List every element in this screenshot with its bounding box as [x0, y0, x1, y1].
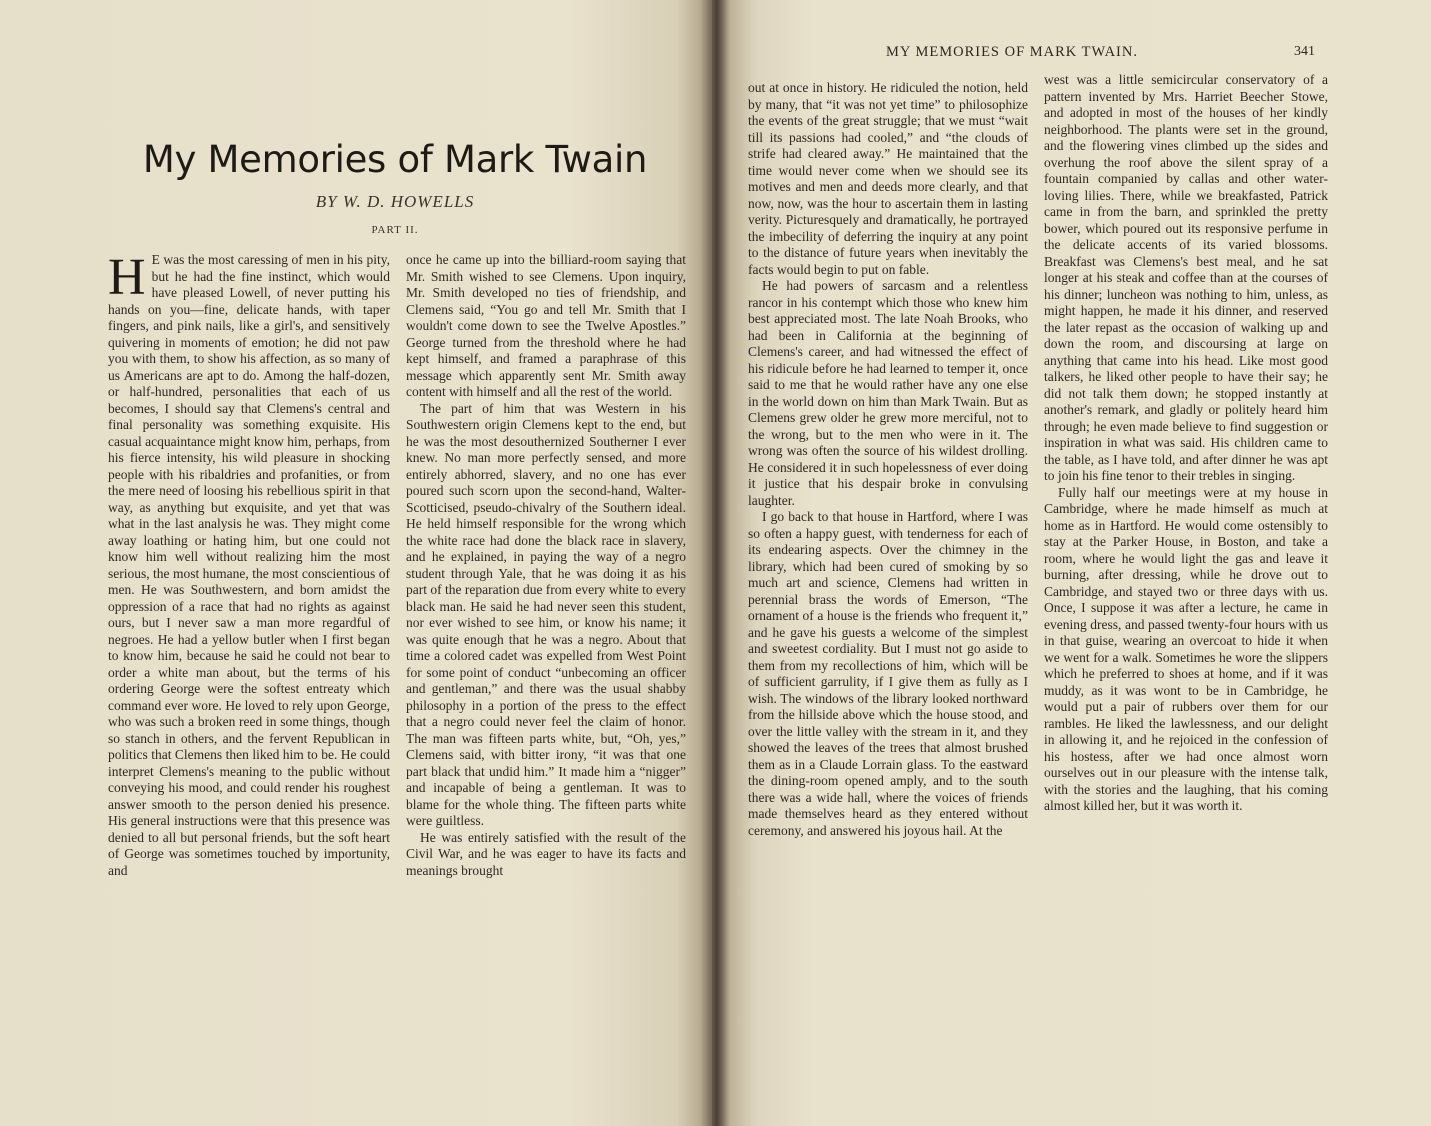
right-page	[712, 0, 1431, 1126]
right-column-1	[748, 80, 1028, 839]
left-column-1	[108, 249, 390, 879]
drop-cap: H	[108, 249, 146, 306]
article-title: My Memories of Mark Twain	[142, 138, 648, 181]
paragraph: He was entirely satisfied with the result of the Civil War, and he was eager to have its facts and meanings brought	[406, 829, 686, 878]
paragraph: once he came up into the billiard-room saying that Mr. Smith wished to see Clemens. Upon inquiry, Mr. Smith developed no ties of friendship, and Clemens said, “You go and tell Mr. Smith that I wouldn't come down to see the Twelve Apostles.” George turned from the threshold where he had kept himself, and framed a paraphrase of this message which apparently sent Mr. Smith away content with himself and all the rest of the world.	[406, 252, 686, 399]
page-number: 341	[1294, 44, 1315, 59]
paragraph: west was a little semicircular conservatory of a pattern invented by Mrs. Harriet Beecher Stowe, and adopted in most of the houses of her kindly neighborhood. The plants were set in the ground, and the flowering vines climbed up the sides and overhung the roof above the silent spray of a fountain companied by callas and other water-loving lilies. There, while we breakfasted, Patrick came in from the barn, and sprinkled the pretty bower, which poured out its responsive perfume in the delicate accents of its varied blossoms. Breakfast was Clemens's best meal, and he sat longer at his steak and coffee than at the courses of his dinner; luncheon was nothing to him, unless, as might happen, he made it his dinner, and reserved the later repast as the occasion of walking up and down the room, and discoursing at large on anything that came into his head. Like most good talkers, he liked other people to have their say; he did not talk them down; he stopped instantly at another's remark, and gladly or politely heard him through; he even made believe to find suggestion or inspiration in what was said. His children came to the table, as I have told, and after dinner he was apt to join his fine tenor to their trebles in singing.	[1044, 72, 1328, 483]
paragraph: Fully half our meetings were at my house in Cambridge, where he made himself as much at home as in Hartford. He would come ostensibly to stay at the Parker House, in Boston, and take a room, where he would light the gas and leave it burning, after dressing, while he drove out to Cambridge, and stayed two or three days with us. Once, I suppose it was after a lecture, he came in evening dress, and passed twenty-four hours with us in that guise, wearing an overcoat to hide it when we went for a walk. Sometimes he wore the slippers which he preferred to shoes at home, and if it was muddy, as it was wont to be in Cambridge, he would put a pair of rubbers over them for our rambles. He liked the lawlessness, and our delight in allowing it, and he rejoiced in the confession of his hostess, after we had once almost worn ourselves out in our pleasure with the intense talk, with the stories and the laughing, that his coming almost killed her, but it was worth it.	[1044, 484, 1328, 813]
book-gutter	[700, 0, 730, 1126]
paragraph: out at once in history. He ridiculed the notion, held by many, that “it was not yet time” to philosophize the events of the great struggle; that we must “wait till its passions had cooled,” and “the clouds of strife had cleared away.” He maintained that the time would never come when we should see its motives and men and deeds more clearly, and that now, now, was the hour to ascertain them in lasting verity. Picturesquely and dramatically, he portrayed the imbecility of deferring the inquiry at any point to the distance of future years when inevitably the facts would begin to put on fable.	[748, 80, 1028, 277]
paragraph: The part of him that was Western in his Southwestern origin Clemens kept to the end, but he was the most desouthernized Southerner I ever knew. No man more perfectly sensed, and more entirely abhorred, slavery, and no one has ever poured such scorn upon the second-hand, Walter-Scotticised, pseudo-chivalry of the Southern ideal. He held himself responsible for the wrong which the white race had done the black race in slavery, and he explained, in paying the way of a negro student through Yale, that he was doing it as his part of the reparation due from every white to every black man. He said he had never seen this student, nor ever wished to see him, or know his name; it was quite enough that he was a negro. About that time a colored cadet was expelled from West Point for some point of conduct “unbecoming an officer and gentleman,” and there was the usual shabby philosophy in a portion of the press to the effect that a negro could never feel the claim of honor. The man was fifteen parts white, but, “Oh, yes,” Clemens said, with bitter irony, “it was that one part black that undid him.” It made him a “nigger” and incapable of being a gentleman. It was to blame for the whole thing. The fifteen parts white were guiltless.	[406, 400, 687, 828]
paragraph	[108, 249, 390, 879]
paragraph: He had powers of sarcasm and a relentless rancor in his contempt which those who knew him best appreciated most. The late Noah Brooks, who had been in California at the beginning of Clemens's career, and had witnessed the effect of his ridicule before he had learned to temper it, once said to me that he would rather have any one else in the world down on him than Mark Twain. But as Clemens grew older he grew more merciful, not to the wrong, but to the men who were in it. The wrong was often the source of his wildest drolling. He considered it in such hopelessness of ever doing it justice that his despair broke in convulsing laughter.	[748, 278, 1028, 508]
part-label: PART II.	[371, 224, 419, 236]
right-column-2	[1044, 72, 1328, 815]
left-page	[0, 0, 712, 1126]
running-head: MY MEMORIES OF MARK TWAIN.	[886, 44, 1138, 60]
left-column-2	[406, 252, 686, 879]
paragraph: I go back to that house in Hartford, where I was so often a happy guest, with tenderness for each of its endearing aspects. Over the chimney in the library, which had been cured of smoking by so much art and science, Clemens had written in perennial brass the words of Emerson, “The ornament of a house is the friends who frequent it,” and he gave his guests a welcome of the simplest and sweetest cordiality. But I must not go aside to them from my recollections of him, which will be of sufficient garrulity, if I give them as fully as I wish. The windows of the library looked northward from the hillside above which the house stood, and over the little valley with the stream in it, and they showed the leaves of the trees that almost brushed them as in a Claude Lorrain glass. To the eastward the dining-room opened amply, and to the south there was a wide hall, where the voices of friends made themselves heard as they entered without ceremony, and answered his joyous hail. At the	[748, 509, 1028, 838]
paragraph-text: E was the most caressing of men in his pity, but he had the fine instinct, which would have pleased Lowell, of never putting his hands on you—fine, delicate hands, with taper fingers, and pink nails, like a girl's, and sensitively quivering in moments of emotion; he did not paw you with them, to show his affection, as so many of us Americans are apt to do. Among the half-dozen, or half-hundred, personalities that each of us becomes, I should say that Clemens's central and final personality was something exquisite. His casual acquaintance might know him, perhaps, from his fierce intensity, his wild pleasure in shocking people with his ribaldries and profanities, or from the mere need of loosing his rebellious spirit in that way, as anything but exquisite, and yet that was what in the last analysis he was. They might come away loathing or hating him, but one could not know him well without realizing him the most serious, the most humane, the most conscientious of men. He was Southwestern, and born amidst the oppression of a race that had no rights as against ours, but I never saw a man more regardful of negroes. He had a yellow butler when I first began to know him, because he said he could not bear to order a white man about, but the terms of his ordering George were the softest entreaty which command ever wore. He loved to rely upon George, who was such a broken reed in some things, though so stanch in others, and the fervent Republican in politics that Clemens then liked him to be. He could interpret Clemens's meaning to the public without conveying his mood, and could render his roughest answer smooth to the person denied his presence. His general instructions were that this presence was denied to all but personal friends, but the soft heart of George was sometimes touched by importunity, and	[108, 252, 390, 878]
byline: BY W. D. HOWELLS	[315, 192, 475, 211]
